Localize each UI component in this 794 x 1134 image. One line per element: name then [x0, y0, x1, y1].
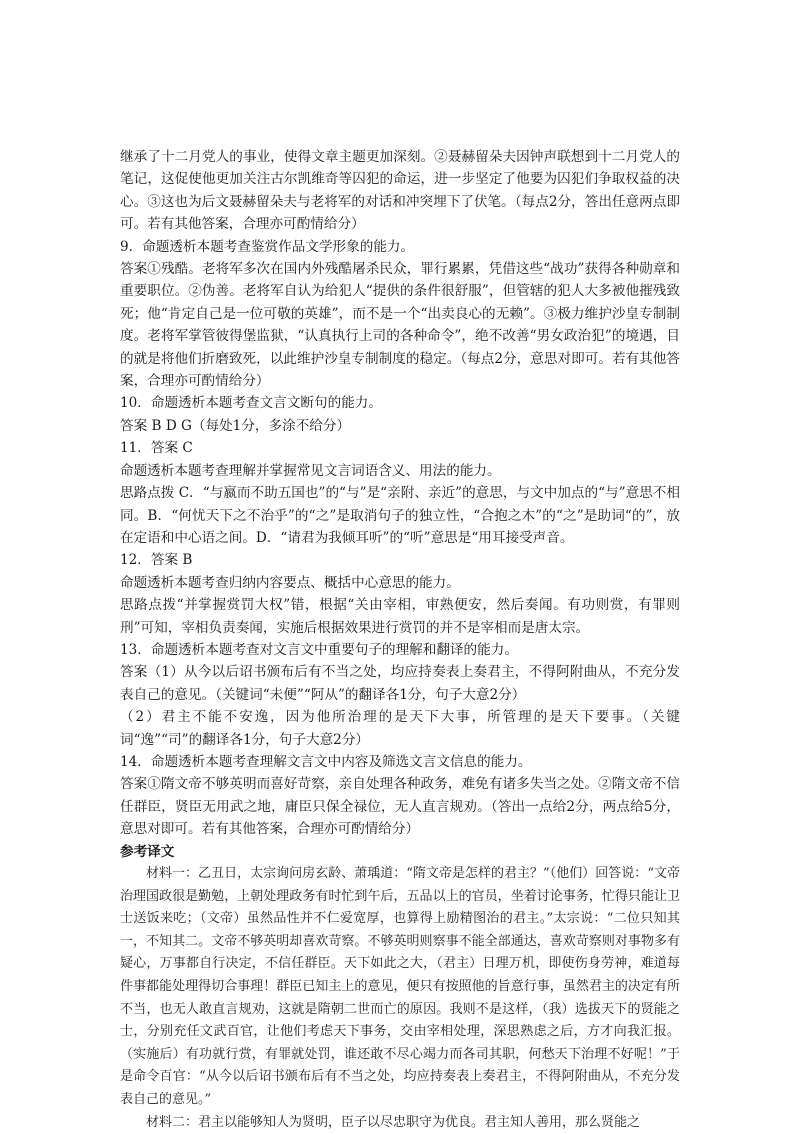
question-9-answer: 答案①残酷。老将军多次在国内外残酷屠杀民众，罪行累累，凭借这些“战功”获得各种勋章和重要职位。②伪善。老将军自认为给犯人“提供的条件很舒服”，但管辖的犯人大多被他摧残致死；他“肯定自己是一位可敬的英雄”，而不是一个“出卖良心的无赖”。③极力维护沙皇专制制度。老将军掌管彼得堡监狱，“认真执行上司的各种命令”，绝不改善“男女政治犯”的境遇，目的就是将他们折磨致死，以此维护沙皇专制制度的稳定。（每点2分，意思对即可。若有其他答案，合理亦可酌情给分） [120, 261, 680, 390]
question-10-title: 10．命题透析本题考查文言文断句的能力。 [120, 395, 382, 412]
question-12-answer: 12．答案 B [120, 552, 193, 569]
question-12-title: 命题透析本题考查归纳内容要点、概括中心意思的能力。 [120, 574, 460, 591]
question-13-answer-2: （2）君主不能不安逸，因为他所治理的是天下大事，所管理的是天下要事。（关键词“逸”“司”的翻译各1分，句子大意2分） [120, 709, 680, 748]
question-14-title: 14．命题透析本题考查理解文言文中内容及筛选文言文信息的能力。 [120, 753, 532, 770]
question-9-title: 9．命题透析本题考查鉴赏作品文学形象的能力。 [120, 238, 415, 255]
question-11-analysis: 思路点拨 C．“与嬴而不助五国也”的“与”是“亲附、亲近”的意思，与文中加点的“与”意思不相同。B．“何忧天下之不治乎”的“之”是取消句子的独立性，“合抱之木”的“之”是助词“的”，放在定语和中心语之间。D．“请君为我倾耳听”的“听”意思是“用耳接受声音。 [120, 485, 680, 546]
question-13-answer-1: 答案（1）从今以后诏书颁布后有不当之处，均应持奏表上奏君主，不得阿附曲从，不充分发表自己的意见。（关键词“未便”“阿从”的翻译各1分，句子大意2分） [120, 664, 680, 703]
question-12-analysis: 思路点拨“并掌握赏罚大权”错，根据“关由宰相，审熟便安，然后奏闻。有功则赏，有罪则刑”可知，宰相负责奏闻，实施后根据效果进行赏罚的并不是宰相而是唐太宗。 [120, 597, 680, 636]
question-13-title: 13．命题透析本题考查对文言文中重要句子的理解和翻译的能力。 [120, 641, 518, 658]
document-page [120, 146, 680, 1134]
translation-material-2: 材料二：君主以能够知人为贤明，臣子以尽忠职守为优良。君主知人善用，那么贤能之 [146, 1114, 641, 1130]
question-10-answer: 答案 B D G（每处1分，多涂不给分） [120, 417, 351, 434]
answer-paragraph: 继承了十二月党人的事业，使得文章主题更加深刻。②聂赫留朵夫因钟声联想到十二月党人的笔记，这促使他更加关注古尔凯维奇等囚犯的命运，进一步坚定了他要为囚犯们争取权益的决心。③这也为后文聂赫留朵夫与老将军的对话和冲突埋下了伏笔。（每点2分，答出任意两点即可。若有其他答案，合理亦可酌情给分） [120, 149, 680, 233]
question-11-title: 命题透析本题考查理解并掌握常见文言词语含义、用法的能力。 [120, 462, 501, 479]
question-14-answer: 答案①隋文帝不够英明而喜好苛察，亲自处理各种政务，难免有诸多失当之处。②隋文帝不信任群臣，贤臣无用武之地，庸臣只保全禄位，无人直言规劝。（答出一点给2分，两点给5分，意思对即可。若有其他答案，合理亦可酌情给分） [120, 776, 680, 838]
question-11-answer: 11．答案 C [120, 440, 193, 457]
translation-heading: 参考译文 [120, 843, 175, 860]
translation-material-1: 材料一：乙丑日，太宗询问房玄龄、萧瑀道：“隋文帝是怎样的君主？”（他们）回答说：“文帝治理国政很是勤勉，上朝处理政务有时忙到午后，五品以上的官员，坐着讨论事务，忙得只能让卫士送饭来吃；（文帝）虽然品性并不仁爱宽厚，也算得上励精图治的君主。”太宗说：“二位只知其一，不知其二。文帝不够英明却喜欢苛察。不够英明则察事不能全部通达，喜欢苛察则对事物多有疑心，万事都自行决定，不信任群臣。天下如此之大，（君主）日理万机，即使伤身劳神，难道每件事都能处理得切合事理！群臣已知主上的意见，便只有按照他的旨意行事，虽然君主的决定有所不当，也无人敢直言规劝，这就是隋朝二世而亡的原因。我则不是这样，（我）选拔天下的贤能之士，分别充任文武百官，让他们考虑天下事务，交由宰相处理，深思熟虑之后，方才向我汇报。（实施后）有功就行赏，有罪就处罚，谁还敢不尽心竭力而各司其职，何愁天下治理不好呢！”于是命令百官：“从今以后诏书颁布后有不当之处，均应持奏表上奏君主，不得阿附曲从，不充分发表自己的意见。” [120, 866, 680, 1107]
